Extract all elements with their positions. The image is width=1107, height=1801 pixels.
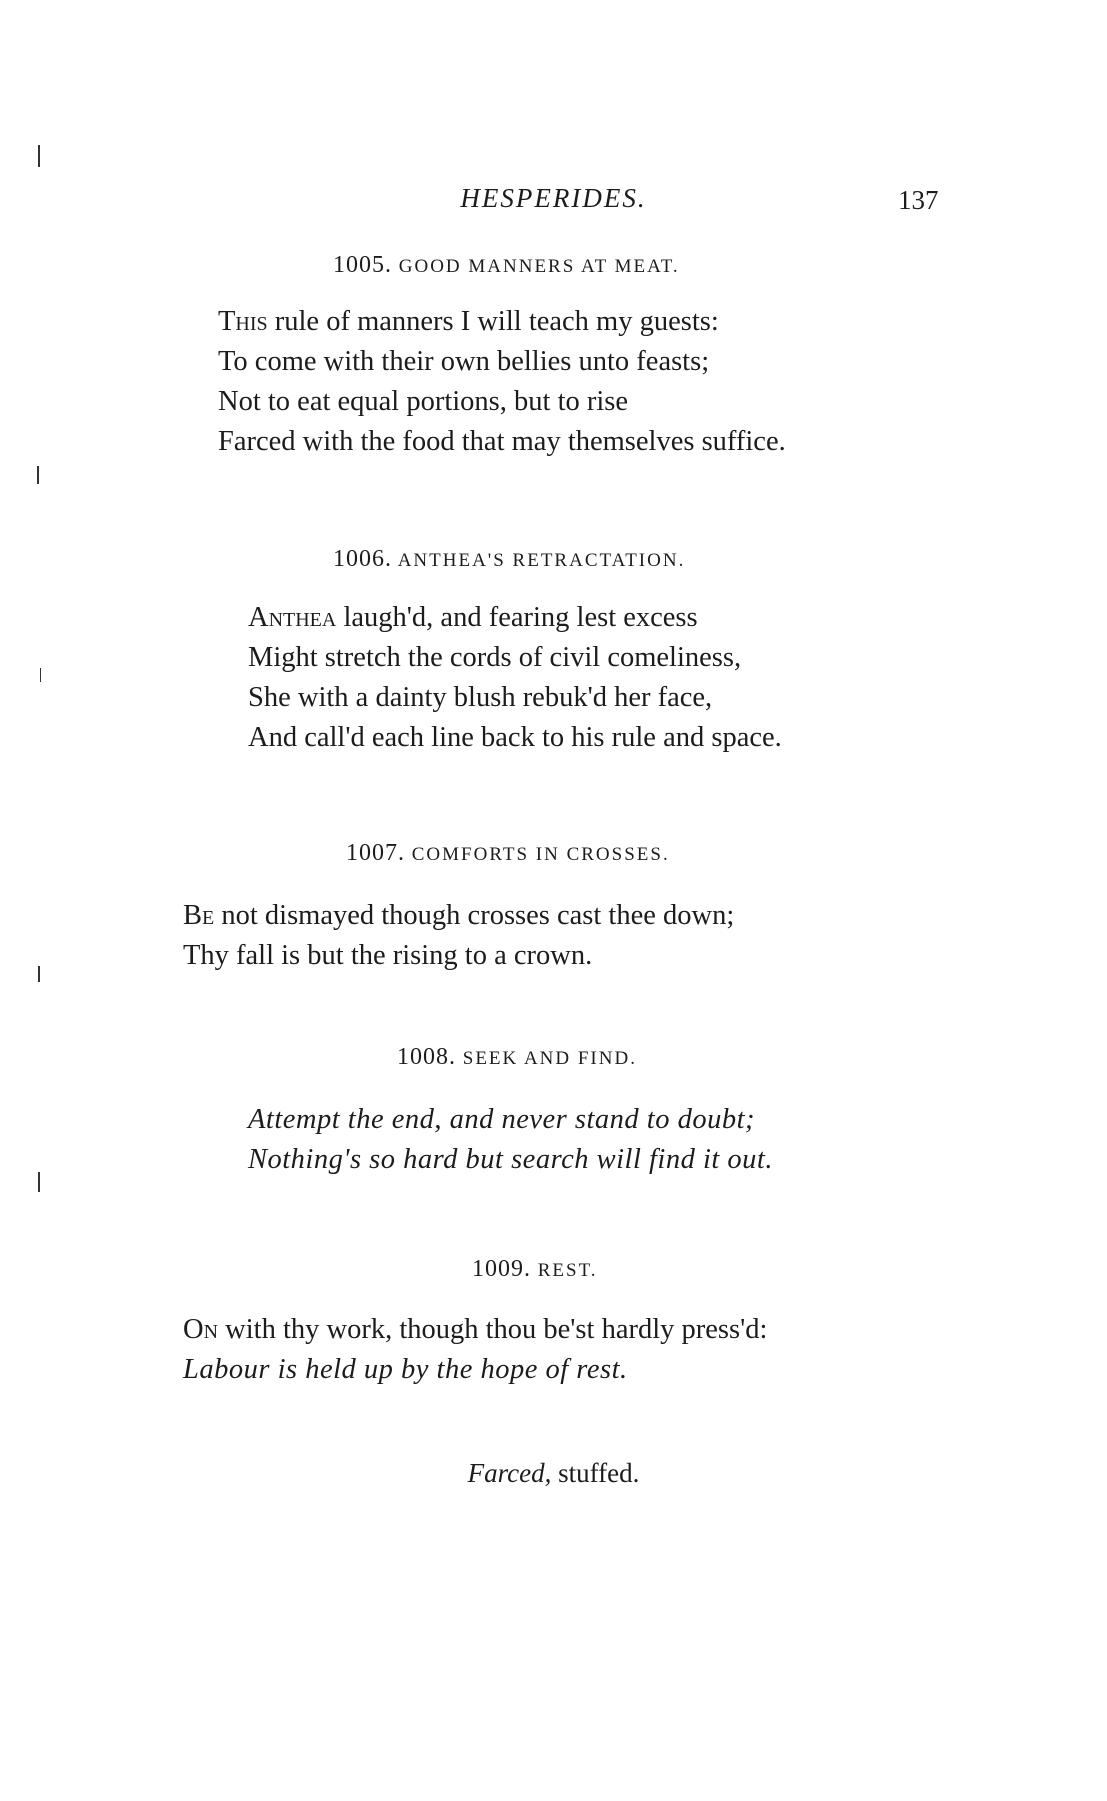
poem-line: Be not dismayed though crosses cast thee down; [183, 900, 735, 931]
poem-line: Attempt the end, and never stand to doubt; [248, 1104, 755, 1135]
section-heading [333, 546, 685, 573]
section-heading [346, 840, 670, 867]
section-title: REST. [537, 1260, 598, 1281]
poem-line: And call'd each line back to his rule and space. [248, 722, 782, 753]
margin-mark [38, 966, 40, 982]
section-heading [472, 1256, 598, 1283]
section-heading [397, 1044, 637, 1071]
section-number: 1009. [472, 1256, 531, 1282]
poem-line: She with a dainty blush rebuk'd her face, [248, 682, 713, 713]
poem-line: This rule of manners I will teach my guests: [218, 306, 719, 337]
poem-1005 [218, 302, 786, 462]
section-title: COMFORTS IN CROSSES. [411, 844, 670, 865]
section-title: SEEK AND FIND. [462, 1048, 637, 1069]
section-number: 1008. [397, 1044, 456, 1070]
section-number: 1007. [346, 840, 405, 866]
section-number: 1006. [333, 546, 392, 572]
margin-mark [38, 145, 40, 167]
section-title: ANTHEA'S RETRACTATION. [397, 550, 686, 571]
page-number: 137 [898, 185, 939, 215]
running-title: HESPERIDES. [460, 183, 647, 213]
footnote-term: Farced, [467, 1458, 552, 1488]
poem-line: Labour is held up by the hope of rest. [183, 1354, 628, 1385]
poem-line: On with thy work, though thou be'st hardly press'd: [183, 1314, 768, 1345]
poem-line: Nothing's so hard but search will find it out. [248, 1144, 773, 1175]
poem-line: Thy fall is but the rising to a crown. [183, 940, 593, 971]
section-number: 1005. [333, 252, 392, 278]
poem-1008 [248, 1100, 773, 1180]
section-title: GOOD MANNERS AT MEAT. [398, 256, 680, 277]
footnote [0, 1458, 1107, 1489]
poem-1007 [183, 896, 734, 976]
poem-line: To come with their own bellies unto feasts; [218, 346, 710, 377]
margin-mark [38, 1172, 40, 1192]
section-heading [333, 252, 680, 279]
poem-line: Anthea laugh'd, and fearing lest excess [248, 602, 698, 633]
margin-mark [40, 668, 41, 682]
poem-line: Farced with the food that may themselves suffice. [218, 426, 786, 457]
poem-line: Not to eat equal portions, but to rise [218, 386, 629, 417]
poem-1006 [248, 598, 782, 758]
footnote-gloss: stuffed. [551, 1458, 640, 1488]
margin-mark [37, 466, 39, 484]
poem-1009 [183, 1310, 767, 1390]
poem-line: Might stretch the cords of civil comeliness, [248, 642, 742, 673]
